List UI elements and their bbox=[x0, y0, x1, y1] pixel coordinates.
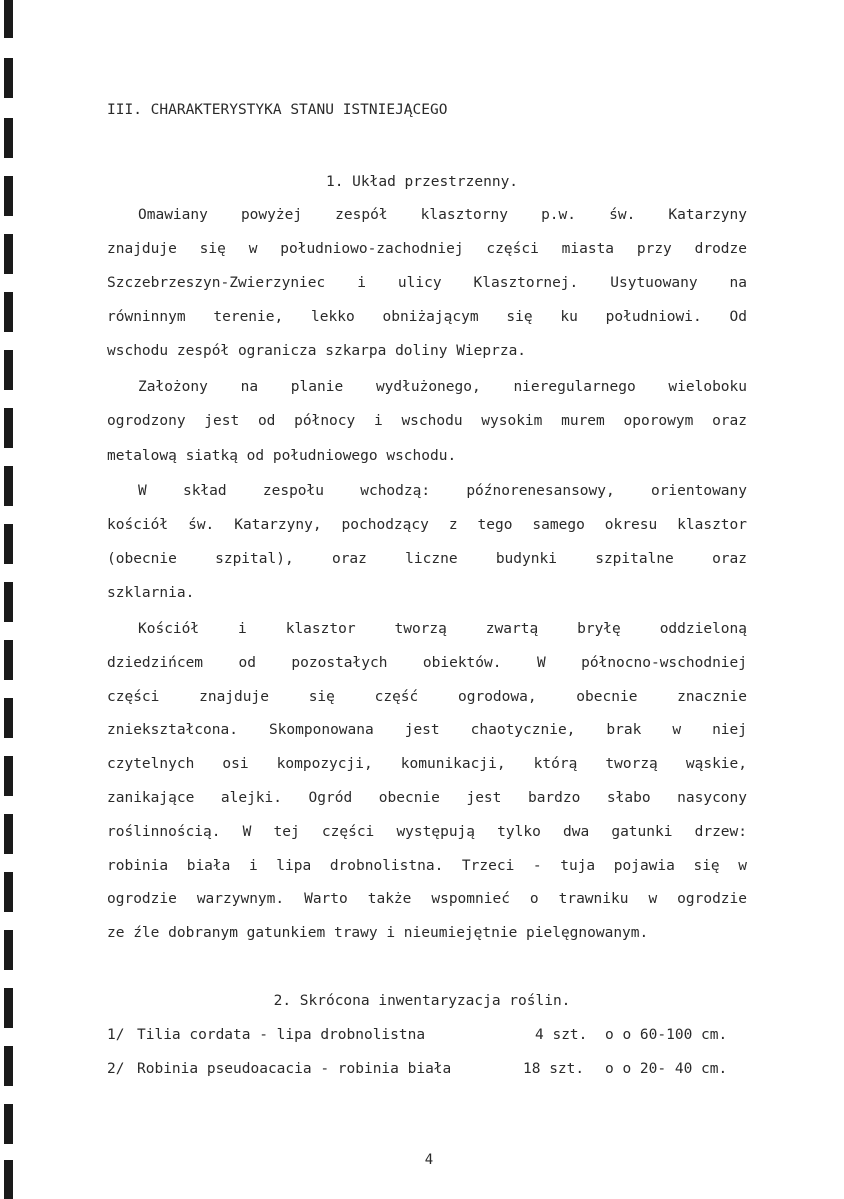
paragraph-line: zniekształcona. Skomponowana jest chaotycznie, brak w niej bbox=[107, 722, 747, 738]
paragraph-line: robinia biała i lipa drobnolistna. Trzeci - tuja pojawia się w bbox=[107, 858, 747, 874]
paragraph-line: W skład zespołu wchodzą: późnorenesansowy, orientowany bbox=[138, 483, 747, 499]
paragraph-line: Założony na planie wydłużonego, nieregularnego wieloboku bbox=[138, 379, 747, 395]
paragraph-line: Szczebrzeszyn-Zwierzyniec i ulicy Klasztornej. Usytuowany na bbox=[107, 275, 747, 291]
paragraph-line: czytelnych osi kompozycji, komunikacji, którą tworzą wąskie, bbox=[107, 756, 747, 772]
plant-list-item bbox=[107, 1025, 747, 1045]
paragraph-line: szklarnia. bbox=[107, 585, 195, 601]
paragraph-line: ogrodzony jest od północy i wschodu wysokim murem oporowym oraz bbox=[107, 413, 747, 429]
plant-name: Tilia cordata - lipa drobnolistna bbox=[137, 1027, 426, 1043]
paragraph-line: dziedzińcem od pozostałych obiektów. W północno-wschodniej bbox=[107, 655, 747, 671]
paragraph-line: ogrodzie warzywnym. Warto także wspomnieć o trawniku w ogrodzie bbox=[107, 891, 747, 907]
paragraph-line: Kościół i klasztor tworzą zwartą bryłę oddzieloną bbox=[138, 621, 747, 637]
paragraph-line: zanikające alejki. Ogród obecnie jest bardzo słabo nasycony bbox=[107, 790, 747, 806]
paragraph-line: (obecnie szpital), oraz liczne budynki szpitalne oraz bbox=[107, 551, 747, 567]
paragraph-line: ze źle dobranym gatunkiem trawy i nieumiejętnie pielęgnowanym. bbox=[107, 925, 649, 941]
paragraph-line: części znajduje się część ogrodowa, obecnie znacznie bbox=[107, 689, 747, 705]
paragraph-line: znajduje się w południowo-zachodniej części miasta przy drodze bbox=[107, 241, 747, 257]
plant-quantity: 18 szt. bbox=[523, 1061, 585, 1077]
plant-size: o o 60-100 cm. bbox=[605, 1027, 728, 1043]
paragraph-line: wschodu zespół ogranicza szkarpa doliny Wieprza. bbox=[107, 343, 527, 359]
subsection-title: 1. Układ przestrzenny. bbox=[325, 174, 519, 190]
paragraph-line: równinnym terenie, lekko obniżającym się ku południowi. Od bbox=[107, 309, 747, 325]
plant-number: 1/ bbox=[107, 1027, 125, 1043]
plant-quantity: 4 szt. bbox=[535, 1027, 588, 1043]
subsection-title: 2. Skrócona inwentaryzacja roślin. bbox=[273, 993, 571, 1009]
page-number: 4 bbox=[424, 1152, 434, 1168]
paragraph-line: kościół św. Katarzyny, pochodzący z tego samego okresu klasztor bbox=[107, 517, 747, 533]
plant-size: o o 20- 40 cm. bbox=[605, 1061, 728, 1077]
plant-name: Robinia pseudoacacia - robinia biała bbox=[137, 1061, 452, 1077]
section-heading: III. CHARAKTERYSTYKA STANU ISTNIEJĄCEGO bbox=[107, 102, 448, 118]
plant-list-item bbox=[107, 1059, 747, 1079]
paragraph-line: Omawiany powyżej zespół klasztorny p.w. św. Katarzyny bbox=[138, 207, 747, 223]
paragraph-line: metalową siatką od południowego wschodu. bbox=[107, 448, 457, 464]
paragraph-line: roślinnością. W tej części występują tylko dwa gatunki drzew: bbox=[107, 824, 747, 840]
plant-number: 2/ bbox=[107, 1061, 125, 1077]
